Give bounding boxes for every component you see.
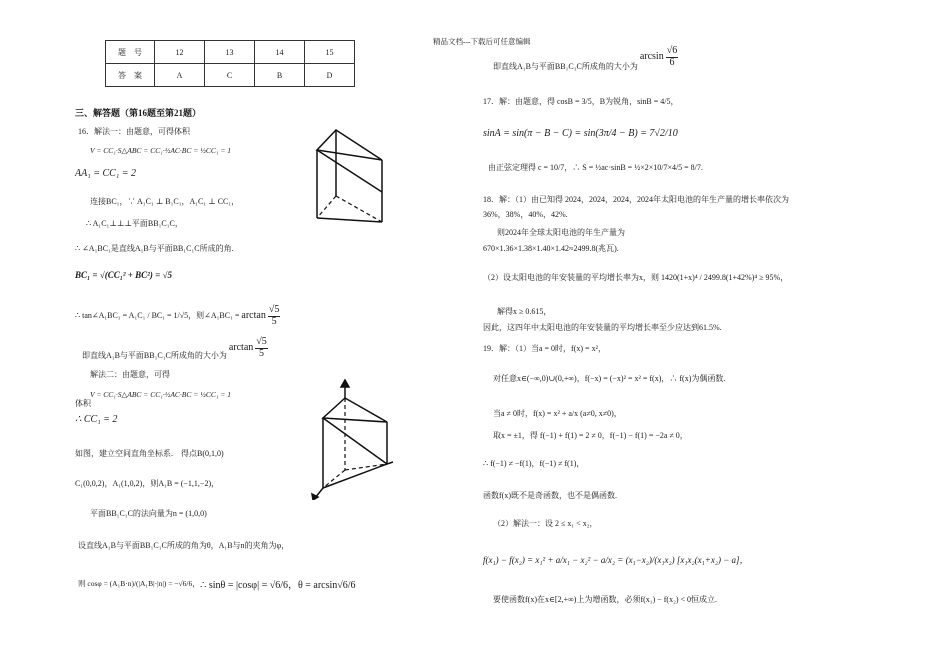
table-cell: 15	[305, 41, 355, 64]
q19-line: 对任意x∈(−∞,0)∪(0,+∞)，f(−x) = (−x)² = x² = f(x)，∴ f(x)为偶函数.	[493, 374, 726, 383]
q16-fraction	[255, 337, 268, 359]
table-cell: 题 号	[106, 41, 155, 64]
q19-line: 取x = ±1，得 f(−1) + f(1) = 2 ≠ 0，f(−1) − f(1) = −2a ≠ 0，	[493, 431, 688, 440]
table-cell: A	[155, 64, 205, 87]
q19-line: 要使函数f(x)在x∈[2,+∞)上为增函数，必须f(x₁) − f(x₂) < 0恒成立.	[493, 595, 718, 604]
q18-line: 因此，这四年中太阳电池的年安装量的平均增长率至少应达到61.5%.	[483, 323, 722, 332]
table-cell: C	[205, 64, 255, 87]
q16-line: 体积	[75, 399, 91, 408]
q16-line: 则 cosφ = (A₁B·n)/(|A₁B|·|n|) = −√6/6，	[78, 579, 200, 588]
q18-line: （2）设太阳电池的年安装量的平均增长率为x，则 1420(1+x)⁴ / 2499.8(1+42%)⁴ ≥ 95%，	[483, 273, 789, 282]
q16-line: ∴ A₁C₁⊥⊥⊥平面BB₁C₁C，	[86, 219, 183, 228]
q19-line: （2）解法一：设 2 ≤ x₁ < x₂，	[493, 519, 598, 528]
q16-line: AA₁ = CC₁ = 2	[75, 168, 137, 179]
q16-line: ∴ ∠A₁BC₁是直线A₁B与平面BB₁C₁C所成的角.	[75, 244, 234, 253]
table-cell: B	[255, 64, 305, 87]
q16-text: arctan	[241, 309, 266, 321]
q16-line: ∴ sinθ = |cosφ| = √6/6，θ = arcsin√6/6	[200, 580, 356, 591]
table-row	[106, 41, 355, 64]
q17-line: 17．解：由题意，得 cosB = 3/5，B为锐角，sinB = 4/5，	[483, 97, 679, 106]
q17-line: sinA = sin(π − B − C) = sin(3π/4 − B) = 7√2/10	[483, 128, 678, 139]
q16-fraction-den: 6	[669, 56, 675, 68]
q18-line: 36%，38%，40%，42%.	[483, 210, 568, 219]
q19-line: 当a ≠ 0时，f(x) = x² + a/x (a≠0, x≠0)，	[493, 409, 622, 418]
q16-fraction	[666, 46, 679, 68]
q16-line: BC₁ = √(CC₁² + BC²) = √5	[75, 270, 172, 280]
table-cell: 14	[255, 41, 305, 64]
q16-text: ∴ tan∠A₁BC₁ = A₁C₁ / BC₁ = 1/√5，则∠A₁BC₁ =	[75, 310, 242, 320]
q16-line: 平面BB₁C₁C的法向量为n = (1,0,0)	[90, 509, 207, 518]
q16-line	[75, 305, 280, 327]
header-note: 精品文档---下载后可任意编辑	[433, 37, 531, 46]
answer-table	[105, 40, 355, 87]
q16-line: V = CC₁·S△ABC = CC₁·½AC·BC = ½CC₁ = 1	[90, 390, 232, 399]
table-cell: 答 案	[106, 64, 155, 87]
q19-line: 函数f(x)既不是奇函数，也不是偶函数.	[483, 491, 617, 500]
q18-line: 则2024年全球太阳电池的年生产量为	[497, 228, 625, 237]
q16-line: 如图，建立空间直角坐标系. 得点B(0,1,0)	[75, 449, 224, 458]
q16-fraction-num: √5	[268, 304, 280, 315]
q16-line: C₁(0,0,2)，A₁(1,0,2)，则A₁B = (−1,1,−2)，	[75, 479, 220, 488]
q16-line: 设直线A₁B与平面BB₁C₁C所成的角为θ，A₁B与n的夹角为φ，	[78, 541, 290, 550]
q16-fraction-den: 5	[271, 315, 277, 327]
q19-line: f(x₁) − f(x₂) = x₁² + a/x₁ − x₂² − a/x₂ = (x₁−x₂)/(x₁x₂) [x₁x₂(x₁+x₂) − a]，	[483, 555, 749, 565]
q16-line: 16．解法一：由题意，可得体积	[78, 127, 190, 136]
table-cell: D	[305, 64, 355, 87]
q18-line: 18．解：（1）由已知得 2024，2024，2024，2024年太阳电池的年生产量的增长率依次为	[483, 195, 789, 204]
q16-text: 即直线A₁B与平面BB₁C₁C所成角的大小为	[82, 350, 227, 360]
table-cell: 12	[155, 41, 205, 64]
q16-fraction-num: √6	[666, 45, 678, 56]
prism-figure-1	[312, 126, 384, 226]
q16-line: V = CC₁·S△ABC = CC₁·½AC·BC = ½CC₁ = 1	[90, 146, 232, 155]
section-title: 三、解答题（第16题至第21题）	[75, 108, 202, 118]
q17-line: 由正弦定理得 c = 10/7，∴ S = ½ac·sinB = ½×2×10/7×4/5 = 8/7.	[488, 163, 703, 172]
q18-line: 670×1.36×1.38×1.40×1.42≈2499.8(兆瓦).	[483, 244, 619, 253]
q16-line: ∴ CC₁ = 2	[75, 414, 118, 425]
q16-fraction-num: √5	[256, 336, 267, 347]
q16-fraction	[268, 305, 281, 327]
q16-text: 即直线A₁B与平面BB₁C₁C所成角的大小为	[493, 61, 638, 71]
table-cell: 13	[205, 41, 255, 64]
prism-figure-2	[305, 378, 395, 500]
q19-line: 19．解：（1）当a = 0时，f(x) = x²，	[483, 344, 606, 353]
q16-line: 连接BC₁，∵ A₁C₁ ⊥ B₁C₁，A₁C₁ ⊥ CC₁，	[90, 197, 240, 206]
q16-fraction-den: 5	[259, 347, 265, 359]
q16-text: arcsin	[639, 50, 664, 62]
q18-line: 解得x ≥ 0.615，	[497, 307, 552, 316]
table-row	[106, 64, 355, 87]
q16-conclusion	[493, 45, 678, 78]
q16-line	[82, 336, 268, 367]
q19-line: ∴ f(−1) ≠ −f(1)，f(−1) ≠ f(1)，	[483, 459, 585, 468]
q16-line: 解法二：由题意，可得	[90, 370, 170, 379]
q16-text: arctan	[228, 341, 254, 353]
